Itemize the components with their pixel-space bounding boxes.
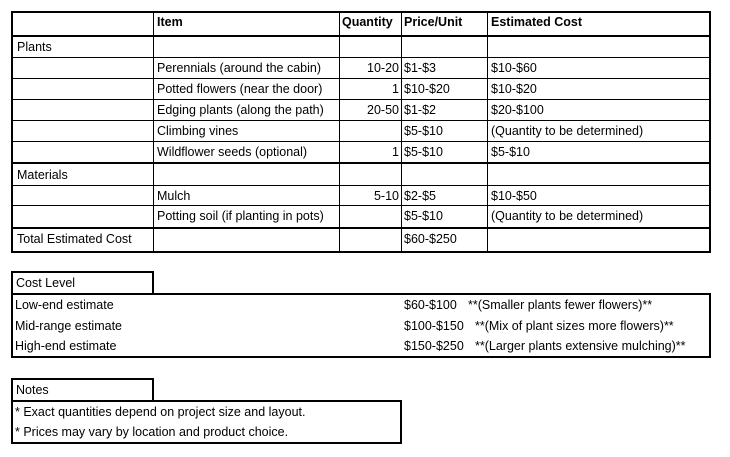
table-row-price: $1-$2 [404,103,436,117]
table-row-category: Plants [17,40,52,54]
table-row-item: Potting soil (if planting in pots) [157,209,324,223]
header-item: Item [157,15,183,29]
cost-level-range: $60-$100 [404,298,457,312]
table-row-price: $2-$5 [404,189,436,203]
table-row-cost: $20-$100 [491,103,544,117]
notes-line: * Prices may vary by location and product choice. [15,425,289,439]
table-row-category: Materials [17,168,68,182]
table-row-quantity: 10-20 [367,61,399,75]
table-row-quantity: 1 [392,82,399,96]
grid-line [153,12,154,252]
cost-level-note: **(Mix of plant sizes more flowers)** [475,319,674,333]
table-row-cost: $10-$60 [491,61,537,75]
grid-line [12,227,710,229]
table-row-cost: $5-$10 [491,145,530,159]
table-row-price: $1-$3 [404,61,436,75]
table-row-price: $5-$10 [404,145,443,159]
table-row-item: Wildflower seeds (optional) [157,145,308,159]
table-row-quantity [342,206,399,227]
table-row-item: Perennials (around the cabin) [157,61,321,75]
total-price-range: $60-$250 [404,232,457,246]
grid-line [12,35,710,37]
table-row-quantity: 5-10 [373,189,399,203]
table-row-cost: (Quantity to be determined) [491,209,644,223]
header-category [17,12,153,33]
cost-level-range: $150-$250 [404,339,464,353]
table-row-quantity: 20-50 [367,103,399,117]
table-row-price: $5-$10 [404,209,443,223]
total-label: Total Estimated Cost [17,232,132,246]
table-row-item: Mulch [157,189,191,203]
grid-line [12,99,710,100]
grid-line [12,57,710,58]
table-row-item: Climbing vines [157,124,239,138]
grid-line [12,141,710,142]
header-estimated-cost: Estimated Cost [491,15,582,29]
grid-line [12,120,710,121]
table-row-cost: $10-$20 [491,82,537,96]
cost-level-label: Low-end estimate [15,298,114,312]
cost-level-note: **(Smaller plants fewer flowers)** [468,298,653,312]
grid-line [12,205,710,206]
table-row-cost: $10-$50 [491,189,537,203]
table-row-price: $10-$20 [404,82,450,96]
table-row-cost: (Quantity to be determined) [491,124,644,138]
table-row-quantity [342,121,399,142]
header-quantity: Quantity [342,15,393,29]
grid-line [339,12,340,252]
table-row-quantity: 1 [392,145,399,159]
cost-level-range: $100-$150 [404,319,464,333]
cost-level-note: **(Larger plants extensive mulching)** [475,339,686,353]
grid-line [401,12,402,252]
grid-line [12,78,710,79]
notes-header: Notes [16,383,49,397]
cost-level-label: Mid-range estimate [15,319,122,333]
notes-line: * Exact quantities depend on project size and layout. [15,405,306,419]
cost-level-label: High-end estimate [15,339,117,353]
grid-line [487,12,488,252]
cost-level-header: Cost Level [16,276,76,290]
header-price-unit: Price/Unit [404,15,463,29]
grid-line [12,185,710,186]
table-row-item: Edging plants (along the path) [157,103,324,117]
grid-line [12,162,710,164]
table-row-item: Potted flowers (near the door) [157,82,323,96]
table-row-price: $5-$10 [404,124,443,138]
